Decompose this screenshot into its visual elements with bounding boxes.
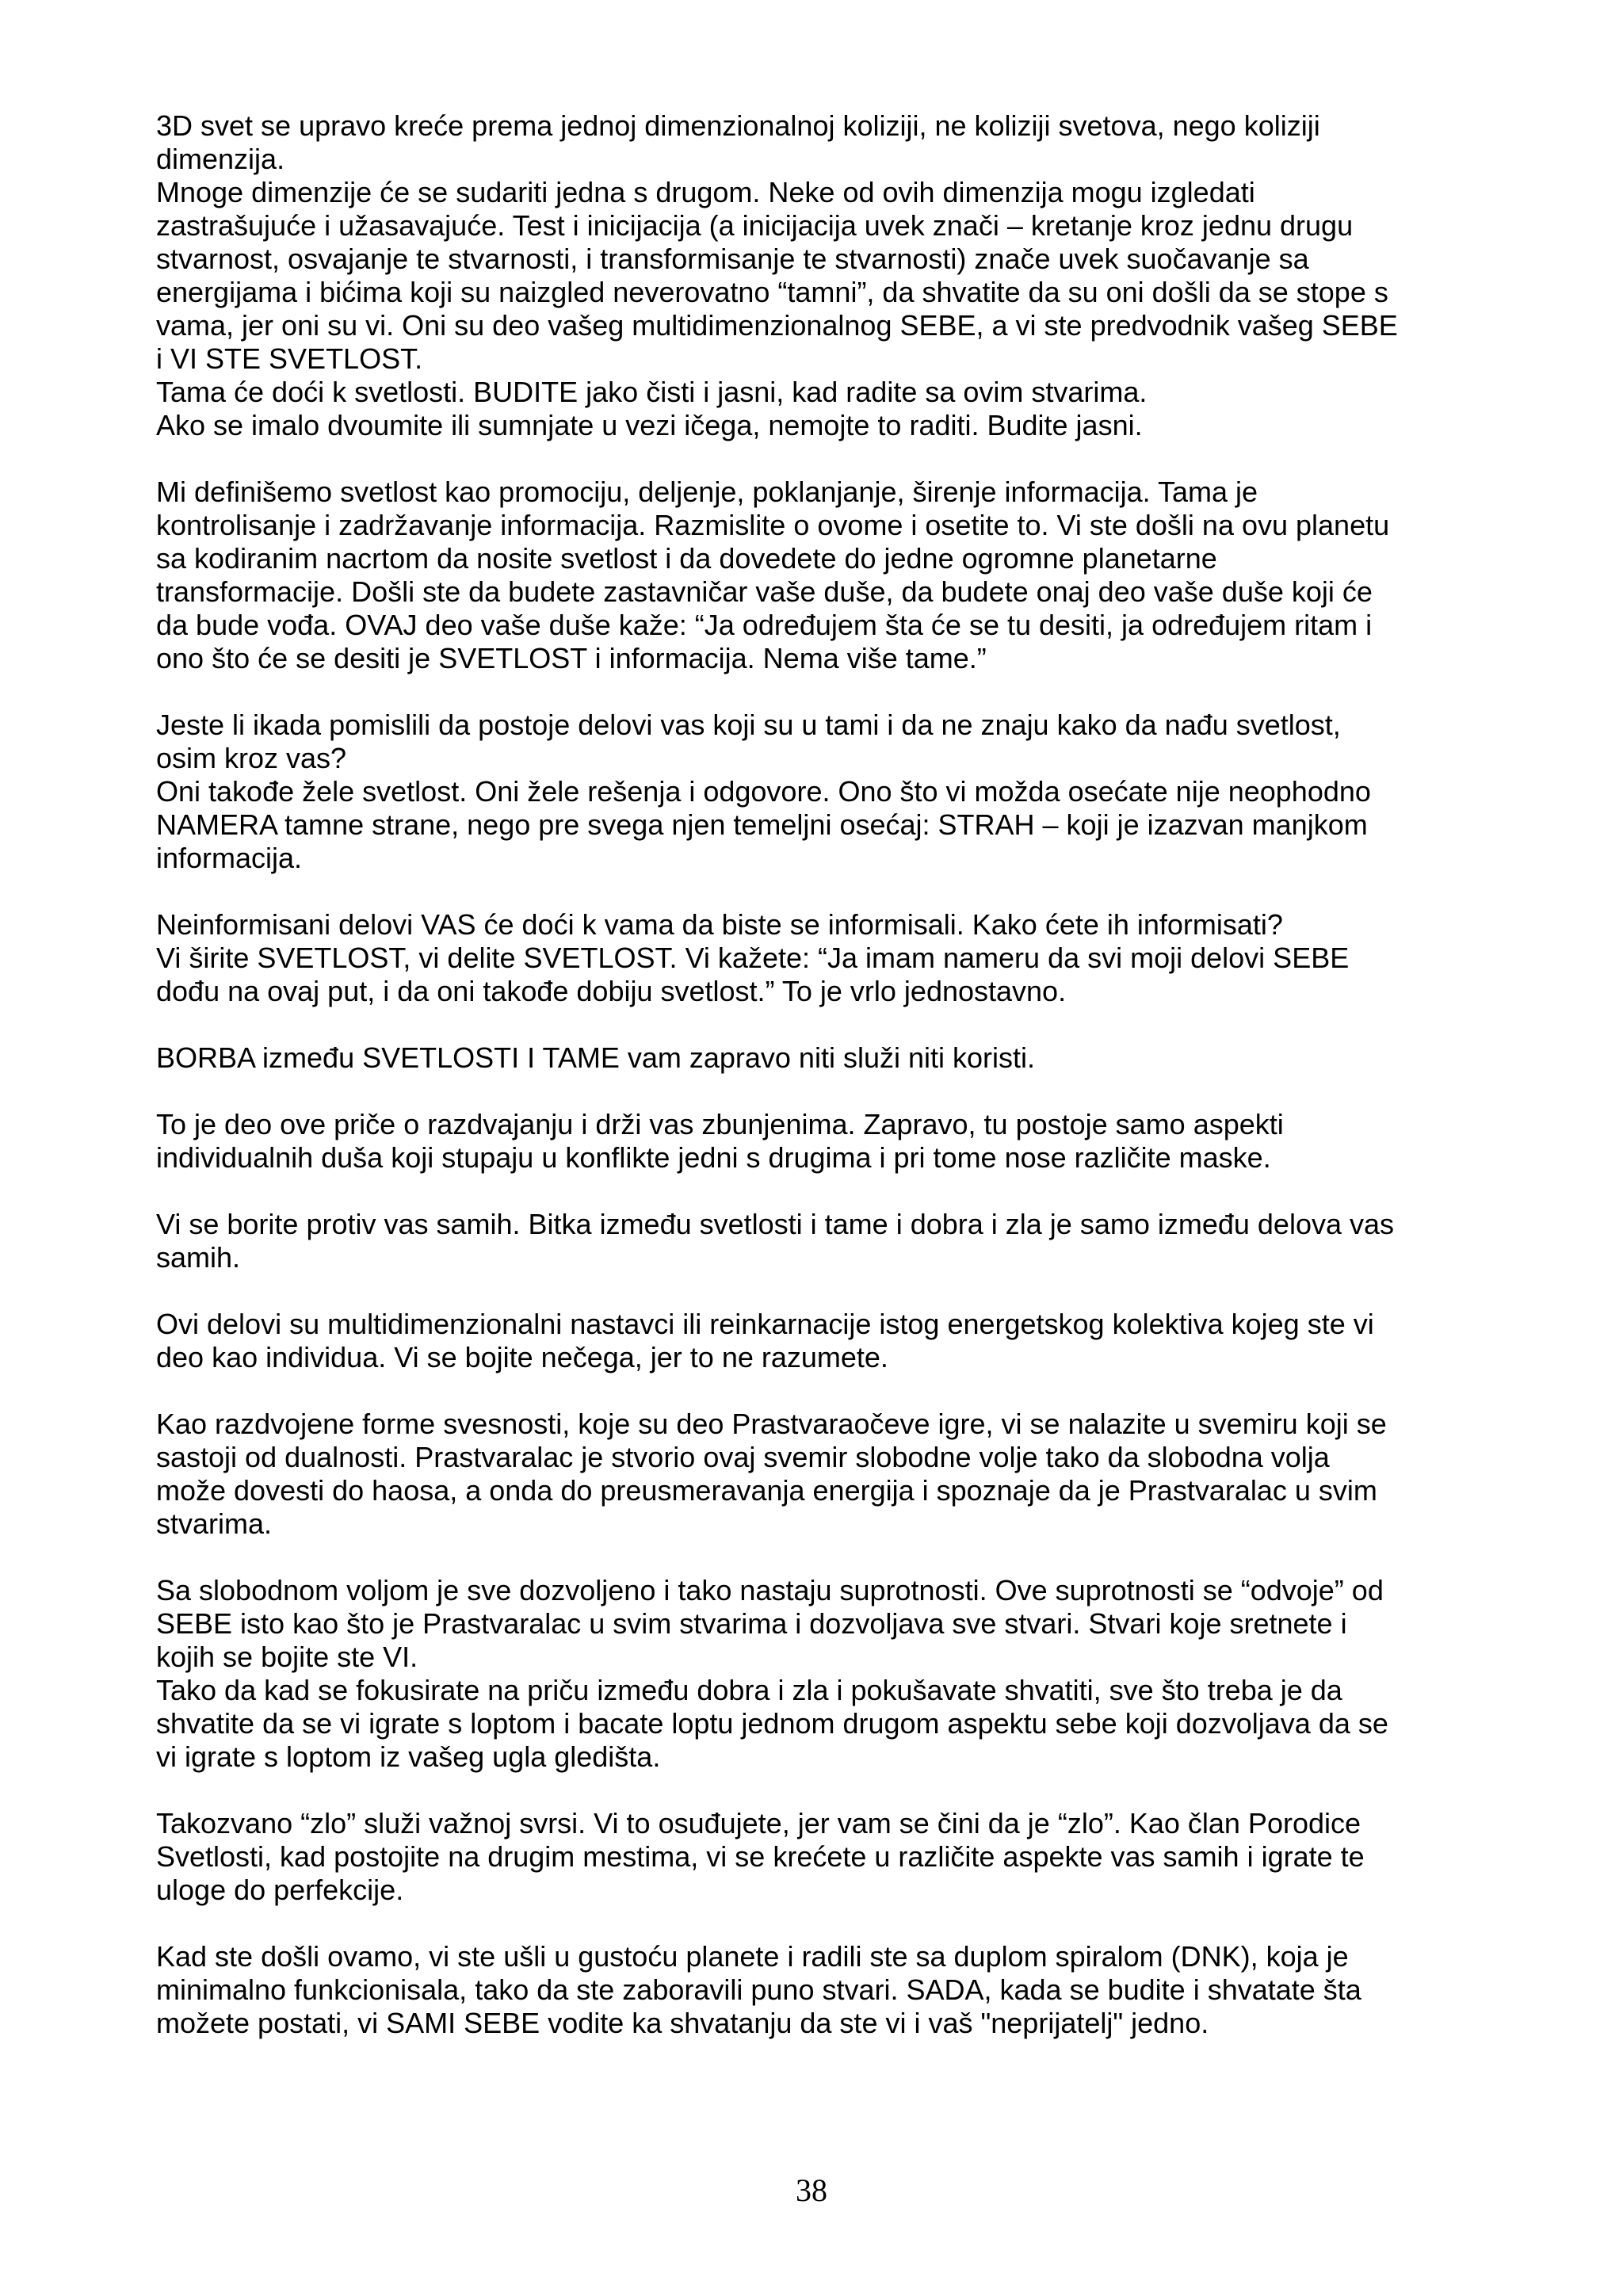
paragraph xyxy=(156,1108,1495,1175)
paragraph xyxy=(156,1041,1495,1075)
text-line: zastrašujuće i užasavajuće. Test i inicijacija (a inicijacija uvek znači – kretanje kroz jednu drugu xyxy=(156,209,1354,242)
text-line: može dovesti do haosa, a onda do preusmeravanja energija i spoznaje da je Prastvaralac u svim xyxy=(156,1474,1377,1507)
paragraph xyxy=(156,1807,1495,1907)
paragraph xyxy=(156,1308,1495,1374)
text-line: 3D svet se upravo kreće prema jednoj dimenzionalnoj koliziji, ne koliziji svetova, nego koliziji xyxy=(156,109,1320,142)
text-line: dimenzija. xyxy=(156,143,285,175)
text-line: BORBA između SVETLOSTI I TAME vam zapravo niti služi niti koristi. xyxy=(156,1041,1036,1074)
text-line: Tako da kad se fokusirate na priču između dobra i zla i pokušavate shvatiti, sve što treba je da xyxy=(156,1674,1342,1706)
text-line: osim kroz vas? xyxy=(156,742,347,774)
text-line: Ako se imalo dvoumite ili sumnjate u vezi ičega, nemojte to raditi. Budite jasni. xyxy=(156,409,1143,441)
paragraph xyxy=(156,908,1495,1008)
paragraph xyxy=(156,1940,1495,2040)
paragraph xyxy=(156,476,1495,675)
text-line: Mi definišemo svetlost kao promociju, deljenje, poklanjanje, širenje informacija. Tama je xyxy=(156,476,1258,508)
text-line: Sa slobodnom voljom je sve dozvoljeno i tako nastaju suprotnosti. Ove suprotnosti se “odvoje” od xyxy=(156,1574,1384,1606)
text-line: da bude vođa. OVAJ deo vaše duše kaže: “Ja određujem šta će se tu desiti, ja određujem ritam i xyxy=(156,609,1373,641)
text-line: Mnoge dimenzije će se sudariti jedna s drugom. Neke od ovih dimenzija mogu izgledati xyxy=(156,176,1255,208)
text-line: individualnih duša koji stupaju u konflikte jedni s drugima i pri tome nose različite maske. xyxy=(156,1141,1271,1174)
text-line: sa kodiranim nacrtom da nosite svetlost i da dovedete do jedne ogromne planetarne xyxy=(156,542,1217,575)
page-number: 38 xyxy=(796,2172,827,2208)
text-line: transformacije. Došli ste da budete zastavničar vaše duše, da budete onaj deo vaše duše koji će xyxy=(156,575,1373,608)
text-line: dođu na ovaj put, i da oni takođe dobiju svetlost.” To je vrlo jednostavno. xyxy=(156,975,1067,1007)
text-line: Takozvano “zlo” služi važnoj svrsi. Vi to osuđujete, jer vam se čini da je “zlo”. Kao član Porodice xyxy=(156,1807,1361,1839)
text-line: kojih se bojite ste VI. xyxy=(156,1641,418,1673)
paragraph xyxy=(156,1408,1495,1541)
text-line: NAMERA tamne strane, nego pre svega njen temeljni osećaj: STRAH – koji je izazvan manjkom xyxy=(156,808,1368,841)
text-line: Kao razdvojene forme svesnosti, koje su deo Prastvaraočeve igre, vi se nalazite u svemiru koji se xyxy=(156,1408,1387,1440)
text-line: ono što će se desiti je SVETLOST i informacija. Nema više tame.” xyxy=(156,642,987,674)
paragraph xyxy=(156,1208,1495,1274)
text-line: energijama i bićima koji su naizgled neverovatno “tamni”, da shvatite da su oni došli da se stope s xyxy=(156,276,1388,308)
text-line: sastoji od dualnosti. Prastvaralac je stvorio ovaj svemir slobodne volje tako da slobodna volja xyxy=(156,1441,1330,1473)
text-line: Neinformisani delovi VAS će doći k vama da biste se informisali. Kako ćete ih informisati? xyxy=(156,908,1283,941)
text-line: vi igrate s loptom iz vašeg ugla gledišta. xyxy=(156,1740,661,1773)
text-line: kontrolisanje i zadržavanje informacija. Razmislite o ovome i osetite to. Vi ste došli na ovu planetu xyxy=(156,509,1390,541)
text-line: Oni takođe žele svetlost. Oni žele rešenja i odgovore. Ono što vi možda osećate nije neophodno xyxy=(156,775,1371,808)
text-line: stvarima. xyxy=(156,1507,273,1540)
text-line: Vi širite SVETLOST, vi delite SVETLOST. Vi kažete: “Ja imam nameru da svi moji delovi SEBE xyxy=(156,942,1350,974)
text-line: Ovi delovi su multidimenzionalni nastavci ili reinkarnacije istog energetskog kolektiva kojeg ste vi xyxy=(156,1308,1374,1340)
text-line: deo kao individua. Vi se bojite nečega, jer to ne razumete. xyxy=(156,1341,888,1373)
text-line: informacija. xyxy=(156,842,303,874)
text-line: SEBE isto kao što je Prastvaralac u svim stvarima i dozvoljava sve stvari. Stvari koje sretnete i xyxy=(156,1607,1347,1640)
text-line: vama, jer oni su vi. Oni su deo vašeg multidimenzionalnog SEBE, a vi ste predvodnik vašeg SEBE xyxy=(156,309,1398,342)
text-line: Tama će doći k svetlosti. BUDITE jako čisti i jasni, kad radite sa ovim stvarima. xyxy=(156,376,1148,408)
text-line: i VI STE SVETLOST. xyxy=(156,342,423,375)
document-body xyxy=(156,109,1495,2040)
paragraph xyxy=(156,109,1495,442)
paragraph xyxy=(156,1574,1495,1774)
text-line: Kad ste došli ovamo, vi ste ušli u gustoću planete i radili ste sa duplom spiralom (DNK), koja je xyxy=(156,1940,1349,1973)
text-line: uloge do perfekcije. xyxy=(156,1874,404,1906)
text-line: To je deo ove priče o razdvajanju i drži vas zbunjenima. Zapravo, tu postoje samo aspekti xyxy=(156,1108,1284,1140)
text-line: Jeste li ikada pomislili da postoje delovi vas koji su u tami i da ne znaju kako da nađu svetlost, xyxy=(156,709,1341,741)
paragraph xyxy=(156,709,1495,875)
text-line: Vi se borite protiv vas samih. Bitka između svetlosti i tame i dobra i zla je samo između delova vas xyxy=(156,1208,1395,1240)
text-line: shvatite da se vi igrate s loptom i bacate loptu jednom drugom aspektu sebe koji dozvoljava da se xyxy=(156,1707,1388,1740)
text-line: Svetlosti, kad postojite na drugim mestima, vi se krećete u različite aspekte vas samih i igrate te xyxy=(156,1840,1365,1873)
text-line: možete postati, vi SAMI SEBE vodite ka shvatanju da ste vi i vaš "neprijatelj" jedno. xyxy=(156,2007,1209,2039)
text-line: stvarnost, osvajanje te stvarnosti, i transformisanje te stvarnosti) znače uvek suočavanje sa xyxy=(156,243,1309,275)
text-line: minimalno funkcionisala, tako da ste zaboravili puno stvari. SADA, kada se budite i shvatate šta xyxy=(156,1973,1361,2006)
text-line: samih. xyxy=(156,1241,241,1274)
